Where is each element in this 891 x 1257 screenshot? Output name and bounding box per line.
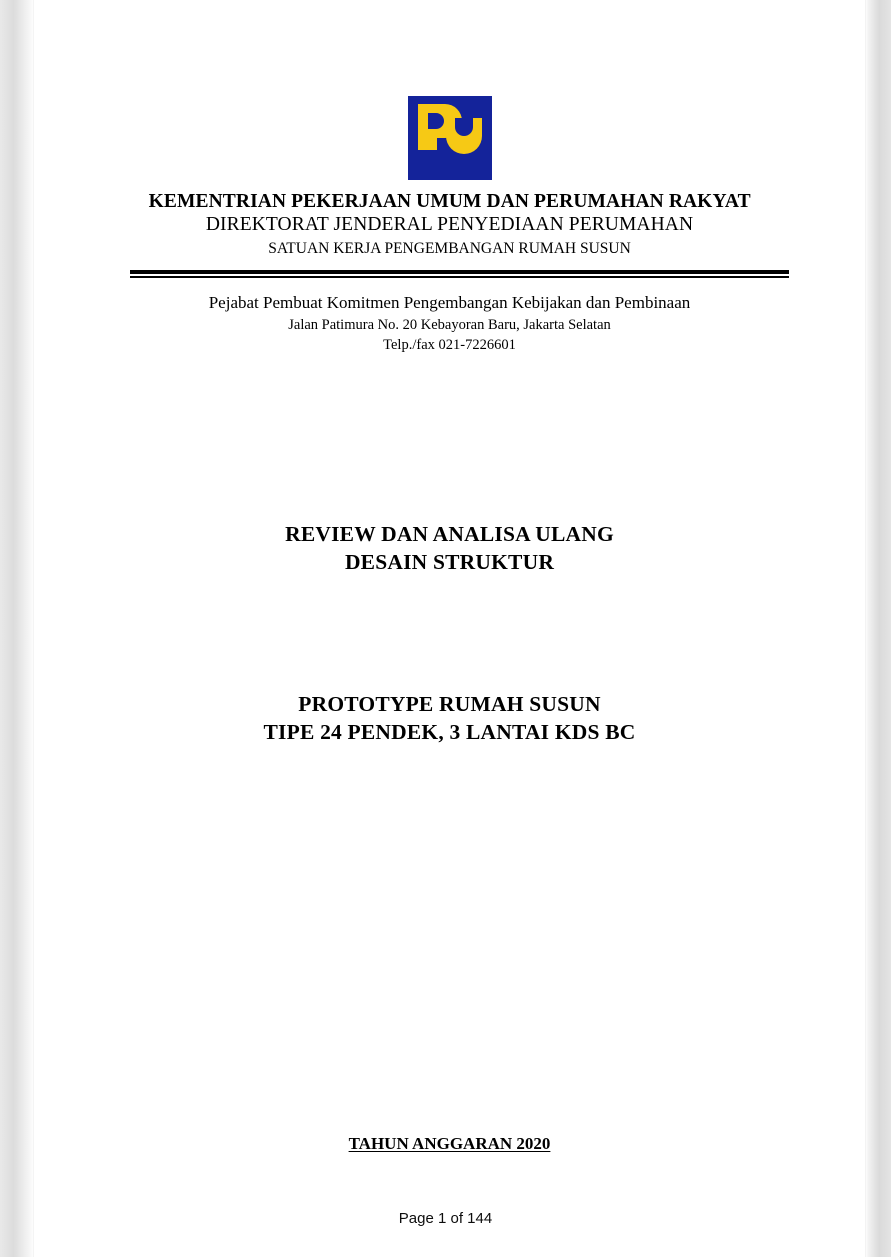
fiscal-year: [94, 1134, 805, 1154]
document-subject-line-1: PROTOTYPE RUMAH SUSUN: [298, 692, 601, 716]
logo-shape-bowl-inner: [428, 113, 444, 129]
document-subject-line-2: TIPE 24 PENDEK, 3 LANTAI KDS BC: [263, 720, 636, 744]
document-page: [34, 0, 865, 1257]
ministry-name-text: KEMENTRIAN PEKERJAAN UMUM DAN PERUMAHAN RAKYAT: [148, 191, 751, 212]
document-subject: [94, 690, 805, 746]
office-phone: Telp./fax 021-7226601: [383, 337, 516, 353]
pupr-logo-icon: [408, 96, 492, 180]
logo-container: [34, 96, 865, 180]
page-title: [94, 520, 805, 576]
page-indicator: Page 1 of 144: [398, 1210, 493, 1227]
logo-shape-base: [408, 164, 492, 180]
logo-shape-arc-inner: [455, 118, 473, 136]
work-unit-name: SATUAN KERJA PENGEMBANGAN RUMAH SUSUN: [268, 240, 631, 257]
office-address: Jalan Patimura No. 20 Kebayoran Baru, Jakarta Selatan: [288, 317, 611, 333]
fiscal-year-text: TAHUN ANGGARAN 2020: [348, 1134, 551, 1153]
document-header: [94, 190, 805, 259]
header-divider: [130, 270, 789, 278]
page-right-gutter: [865, 0, 891, 1257]
page-title-line-1: REVIEW DAN ANALISA ULANG: [285, 522, 614, 546]
page-left-gutter: [0, 0, 34, 1257]
directorate-name: DIREKTORAT JENDERAL PENYEDIAAN PERUMAHAN: [205, 214, 694, 235]
contact-block: [94, 291, 805, 355]
committing-officer: Pejabat Pembuat Komitmen Pengembangan Kebijakan dan Pembinaan: [208, 293, 691, 312]
ministry-name: [94, 190, 805, 236]
page-title-line-2: DESAIN STRUKTUR: [344, 550, 555, 574]
header-divider-thin: [130, 276, 789, 278]
